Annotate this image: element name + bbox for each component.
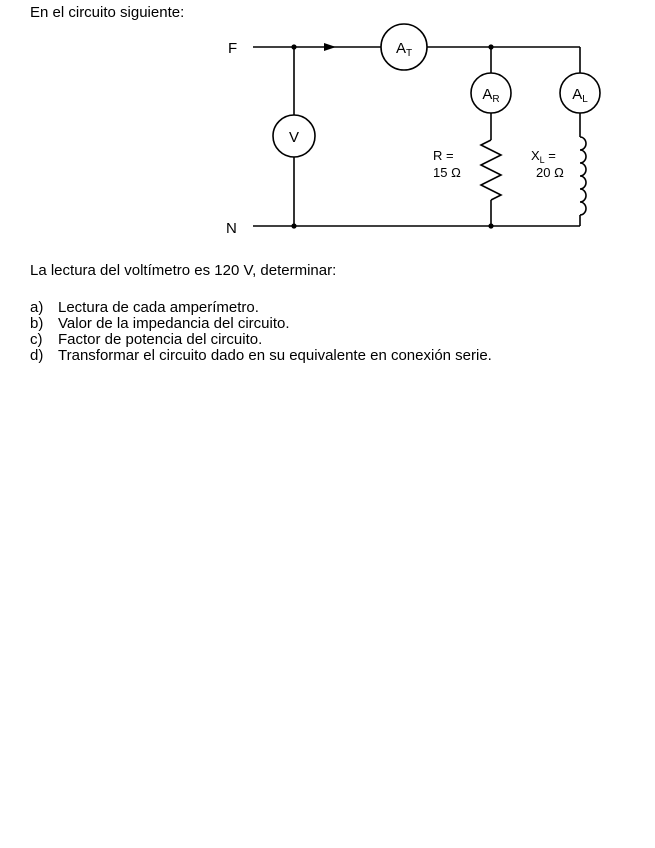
question-text: Lectura de cada amperímetro.	[58, 299, 259, 316]
circuit-diagram	[0, 0, 655, 260]
question-text: Valor de la impedancia del circuito.	[58, 315, 290, 332]
ammeter-l-label: $A_L$	[572, 86, 588, 105]
node-label-n: N	[226, 220, 237, 237]
junction-dot	[488, 44, 493, 49]
question-item	[30, 300, 492, 316]
question-item	[30, 316, 492, 332]
voltmeter-label: V	[288, 129, 300, 146]
reactance-label: $X_L$ =	[531, 148, 556, 165]
junction-dot	[291, 223, 296, 228]
node-label-f: F	[228, 40, 238, 57]
inductor-symbol	[580, 137, 586, 215]
question-text: Factor de potencia del circuito.	[58, 331, 263, 348]
problem-statement: La lectura del voltímetro es 120 V, determinar:	[30, 262, 337, 279]
question-letter: a)	[30, 299, 44, 316]
resistor-label: R =	[433, 148, 454, 163]
intro-text: En el circuito siguiente:	[30, 4, 185, 21]
question-item	[30, 348, 492, 364]
question-list	[30, 300, 492, 364]
current-arrow-icon	[324, 43, 336, 51]
question-letter: d)	[30, 347, 44, 364]
question-item	[30, 332, 492, 348]
ammeter-total-label: $A_T$	[395, 40, 413, 59]
ammeter-r-label: $A_R$	[482, 86, 500, 105]
question-letter: c)	[30, 331, 43, 348]
question-text: Transformar el circuito dado en su equivalente en conexión serie.	[58, 347, 492, 364]
junction-dot	[488, 223, 493, 228]
junction-dot	[291, 44, 296, 49]
resistor-symbol	[481, 140, 501, 200]
question-letter: b)	[30, 315, 44, 332]
resistor-value: 15 Ω	[433, 165, 461, 180]
reactance-value: 20 Ω	[536, 165, 564, 180]
